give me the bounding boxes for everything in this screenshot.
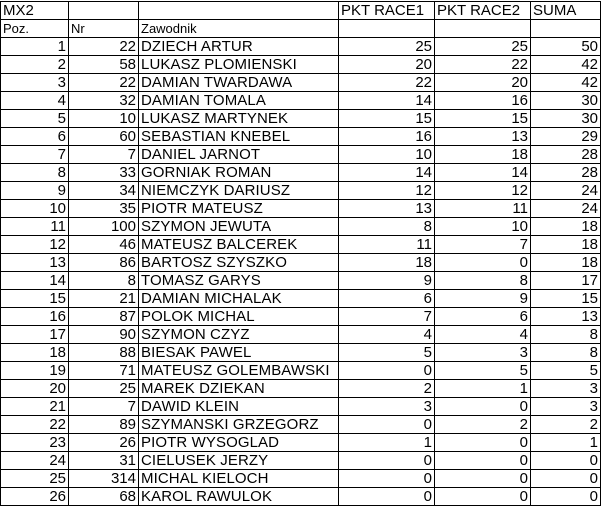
position-cell[interactable]: 20 (1, 380, 69, 398)
race1-points-cell[interactable]: 9 (339, 272, 435, 290)
position-cell[interactable]: 2 (1, 56, 69, 74)
total-points-cell[interactable]: 0 (531, 452, 601, 470)
total-points-cell[interactable]: 1 (531, 434, 601, 452)
table-row (1, 326, 601, 344)
race2-points-cell[interactable]: 0 (435, 470, 531, 488)
total-points-cell[interactable]: 17 (531, 272, 601, 290)
total-points-cell[interactable]: 42 (531, 74, 601, 92)
table-row (1, 200, 601, 218)
race1-points-cell[interactable]: 20 (339, 56, 435, 74)
table-row (1, 254, 601, 272)
number-cell[interactable]: 89 (69, 416, 139, 434)
race2-points-cell[interactable]: 0 (435, 434, 531, 452)
race1-points-cell[interactable]: 15 (339, 110, 435, 128)
race2-header-cell[interactable]: PKT RACE2 (435, 2, 531, 20)
number-cell[interactable]: 10 (69, 110, 139, 128)
empty-header-cell[interactable] (139, 2, 339, 20)
total-points-cell[interactable]: 8 (531, 326, 601, 344)
subheader-row (1, 20, 601, 38)
race2-points-cell[interactable]: 3 (435, 344, 531, 362)
race1-points-cell[interactable]: 6 (339, 290, 435, 308)
table-row (1, 290, 601, 308)
table-row (1, 110, 601, 128)
rider-name-cell[interactable]: MICHAL KIELOCH (139, 470, 339, 488)
number-cell[interactable]: 34 (69, 182, 139, 200)
race2-points-cell[interactable]: 5 (435, 362, 531, 380)
table-row (1, 470, 601, 488)
rider-name-cell[interactable]: SZYMON JEWUTA (139, 218, 339, 236)
number-cell[interactable]: 90 (69, 326, 139, 344)
total-points-cell[interactable]: 24 (531, 200, 601, 218)
rider-name-cell[interactable]: DANIEL JARNOT (139, 146, 339, 164)
position-cell[interactable]: 11 (1, 218, 69, 236)
rider-name-cell[interactable]: KAROL RAWULOK (139, 488, 339, 506)
total-points-cell[interactable]: 18 (531, 218, 601, 236)
number-cell[interactable]: 7 (69, 398, 139, 416)
rider-name-cell[interactable]: SZYMON CZYZ (139, 326, 339, 344)
position-cell[interactable]: 7 (1, 146, 69, 164)
position-cell[interactable]: 16 (1, 308, 69, 326)
table-row (1, 362, 601, 380)
race1-points-cell[interactable]: 12 (339, 182, 435, 200)
total-points-cell[interactable]: 30 (531, 92, 601, 110)
race1-points-cell[interactable]: 16 (339, 128, 435, 146)
position-cell[interactable]: 21 (1, 398, 69, 416)
rider-name-cell[interactable]: POLOK MICHAL (139, 308, 339, 326)
table-row (1, 92, 601, 110)
position-cell[interactable]: 23 (1, 434, 69, 452)
position-cell[interactable]: 24 (1, 452, 69, 470)
total-points-cell[interactable]: 2 (531, 416, 601, 434)
race1-points-cell[interactable]: 0 (339, 452, 435, 470)
number-cell[interactable]: 46 (69, 236, 139, 254)
table-row (1, 488, 601, 506)
race2-points-cell[interactable]: 13 (435, 128, 531, 146)
table-row (1, 434, 601, 452)
position-cell[interactable]: 25 (1, 470, 69, 488)
race2-points-cell[interactable]: 22 (435, 56, 531, 74)
position-cell[interactable]: 22 (1, 416, 69, 434)
table-row (1, 398, 601, 416)
race1-points-cell[interactable]: 0 (339, 470, 435, 488)
race2-points-cell[interactable]: 8 (435, 272, 531, 290)
total-points-cell[interactable]: 5 (531, 362, 601, 380)
position-cell[interactable]: 26 (1, 488, 69, 506)
race1-points-cell[interactable]: 22 (339, 74, 435, 92)
rider-name-cell[interactable]: BIESAK PAWEL (139, 344, 339, 362)
rider-name-cell[interactable]: PIOTR WYSOGLAD (139, 434, 339, 452)
table-row (1, 74, 601, 92)
race2-points-cell[interactable]: 14 (435, 164, 531, 182)
race2-points-cell[interactable]: 18 (435, 146, 531, 164)
number-cell[interactable]: 21 (69, 290, 139, 308)
race1-points-cell[interactable]: 0 (339, 488, 435, 506)
rider-name-cell[interactable]: LUKASZ MARTYNEK (139, 110, 339, 128)
rider-name-cell[interactable]: CIELUSEK JERZY (139, 452, 339, 470)
total-points-cell[interactable]: 13 (531, 308, 601, 326)
position-cell[interactable]: 13 (1, 254, 69, 272)
rider-name-cell[interactable]: LUKASZ PLOMIENSKI (139, 56, 339, 74)
position-cell[interactable]: 4 (1, 92, 69, 110)
race1-points-cell[interactable]: 3 (339, 398, 435, 416)
position-header-cell[interactable]: Poz. (1, 20, 69, 38)
position-cell[interactable]: 1 (1, 38, 69, 56)
empty-header-cell[interactable] (339, 20, 435, 38)
class-label-cell[interactable]: MX2 (1, 2, 69, 20)
race1-points-cell[interactable]: 10 (339, 146, 435, 164)
total-points-cell[interactable]: 8 (531, 344, 601, 362)
table-row (1, 182, 601, 200)
race1-points-cell[interactable]: 25 (339, 38, 435, 56)
race1-points-cell[interactable]: 0 (339, 362, 435, 380)
total-points-cell[interactable]: 15 (531, 290, 601, 308)
rider-name-cell[interactable]: BARTOSZ SZYSZKO (139, 254, 339, 272)
total-points-cell[interactable]: 0 (531, 470, 601, 488)
number-cell[interactable]: 86 (69, 254, 139, 272)
rider-name-cell[interactable]: PIOTR MATEUSZ (139, 200, 339, 218)
race1-points-cell[interactable]: 14 (339, 164, 435, 182)
table-row (1, 380, 601, 398)
position-cell[interactable]: 5 (1, 110, 69, 128)
rider-name-cell[interactable]: MATEUSZ GOLEMBAWSKI (139, 362, 339, 380)
number-cell[interactable]: 68 (69, 488, 139, 506)
number-cell[interactable]: 32 (69, 92, 139, 110)
race1-header-cell[interactable]: PKT RACE1 (339, 2, 435, 20)
position-cell[interactable]: 19 (1, 362, 69, 380)
race2-points-cell[interactable]: 0 (435, 398, 531, 416)
race2-points-cell[interactable]: 0 (435, 254, 531, 272)
number-cell[interactable]: 100 (69, 218, 139, 236)
position-cell[interactable]: 17 (1, 326, 69, 344)
number-cell[interactable]: 58 (69, 56, 139, 74)
number-cell[interactable]: 87 (69, 308, 139, 326)
table-row (1, 128, 601, 146)
number-header-cell[interactable]: Nr (69, 20, 139, 38)
table-row (1, 452, 601, 470)
race2-points-cell[interactable]: 7 (435, 236, 531, 254)
position-cell[interactable]: 9 (1, 182, 69, 200)
total-header-cell[interactable]: SUMA (531, 2, 601, 20)
race1-points-cell[interactable]: 18 (339, 254, 435, 272)
table-row (1, 308, 601, 326)
race2-points-cell[interactable]: 12 (435, 182, 531, 200)
race2-points-cell[interactable]: 16 (435, 92, 531, 110)
race2-points-cell[interactable]: 2 (435, 416, 531, 434)
rider-name-cell[interactable]: SEBASTIAN KNEBEL (139, 128, 339, 146)
race1-points-cell[interactable]: 11 (339, 236, 435, 254)
race1-points-cell[interactable]: 4 (339, 326, 435, 344)
race1-points-cell[interactable]: 5 (339, 344, 435, 362)
race2-points-cell[interactable]: 20 (435, 74, 531, 92)
position-cell[interactable]: 14 (1, 272, 69, 290)
rider-name-cell[interactable]: GORNIAK ROMAN (139, 164, 339, 182)
race2-points-cell[interactable]: 11 (435, 200, 531, 218)
number-cell[interactable]: 25 (69, 380, 139, 398)
table-row (1, 164, 601, 182)
number-cell[interactable]: 88 (69, 344, 139, 362)
position-cell[interactable]: 15 (1, 290, 69, 308)
header-row (1, 2, 601, 20)
race2-points-cell[interactable]: 1 (435, 380, 531, 398)
race1-points-cell[interactable]: 7 (339, 308, 435, 326)
race2-points-cell[interactable]: 15 (435, 110, 531, 128)
empty-header-cell[interactable] (435, 20, 531, 38)
race2-points-cell[interactable]: 0 (435, 488, 531, 506)
rider-name-cell[interactable]: DAMIAN TWARDAWA (139, 74, 339, 92)
table-row (1, 38, 601, 56)
race2-points-cell[interactable]: 9 (435, 290, 531, 308)
rider-name-cell[interactable]: TOMASZ GARYS (139, 272, 339, 290)
number-cell[interactable]: 35 (69, 200, 139, 218)
number-cell[interactable]: 26 (69, 434, 139, 452)
table-row (1, 236, 601, 254)
rider-name-cell[interactable]: MAREK DZIEKAN (139, 380, 339, 398)
number-cell[interactable]: 22 (69, 74, 139, 92)
table-row (1, 146, 601, 164)
race2-points-cell[interactable]: 4 (435, 326, 531, 344)
number-cell[interactable]: 71 (69, 362, 139, 380)
position-cell[interactable]: 8 (1, 164, 69, 182)
total-points-cell[interactable]: 18 (531, 236, 601, 254)
total-points-cell[interactable]: 28 (531, 164, 601, 182)
number-cell[interactable]: 33 (69, 164, 139, 182)
total-points-cell[interactable]: 3 (531, 380, 601, 398)
total-points-cell[interactable]: 42 (531, 56, 601, 74)
table-row (1, 56, 601, 74)
rider-name-cell[interactable]: DZIECH ARTUR (139, 38, 339, 56)
position-cell[interactable]: 3 (1, 74, 69, 92)
race2-points-cell[interactable]: 0 (435, 452, 531, 470)
race1-points-cell[interactable]: 2 (339, 380, 435, 398)
number-cell[interactable]: 8 (69, 272, 139, 290)
race1-points-cell[interactable]: 14 (339, 92, 435, 110)
race1-points-cell[interactable]: 13 (339, 200, 435, 218)
number-cell[interactable]: 60 (69, 128, 139, 146)
results-table (0, 1, 601, 506)
table-row (1, 272, 601, 290)
table-row (1, 416, 601, 434)
race1-points-cell[interactable]: 1 (339, 434, 435, 452)
total-points-cell[interactable]: 50 (531, 38, 601, 56)
total-points-cell[interactable]: 0 (531, 488, 601, 506)
rider-name-cell[interactable]: NIEMCZYK DARIUSZ (139, 182, 339, 200)
position-cell[interactable]: 18 (1, 344, 69, 362)
total-points-cell[interactable]: 28 (531, 146, 601, 164)
rider-name-cell[interactable]: DAWID KLEIN (139, 398, 339, 416)
number-cell[interactable]: 22 (69, 38, 139, 56)
race2-points-cell[interactable]: 6 (435, 308, 531, 326)
total-points-cell[interactable]: 29 (531, 128, 601, 146)
rider-header-cell[interactable]: Zawodnik (139, 20, 339, 38)
number-cell[interactable]: 7 (69, 146, 139, 164)
total-points-cell[interactable]: 30 (531, 110, 601, 128)
race2-points-cell[interactable]: 25 (435, 38, 531, 56)
rider-name-cell[interactable]: DAMIAN TOMALA (139, 92, 339, 110)
rider-name-cell[interactable]: MATEUSZ BALCEREK (139, 236, 339, 254)
empty-header-cell[interactable] (69, 2, 139, 20)
rider-name-cell[interactable]: SZYMANSKI GRZEGORZ (139, 416, 339, 434)
total-points-cell[interactable]: 24 (531, 182, 601, 200)
total-points-cell[interactable]: 3 (531, 398, 601, 416)
total-points-cell[interactable]: 18 (531, 254, 601, 272)
table-row (1, 218, 601, 236)
race1-points-cell[interactable]: 0 (339, 416, 435, 434)
position-cell[interactable]: 10 (1, 200, 69, 218)
number-cell[interactable]: 314 (69, 470, 139, 488)
table-row (1, 344, 601, 362)
race1-points-cell[interactable]: 8 (339, 218, 435, 236)
number-cell[interactable]: 31 (69, 452, 139, 470)
empty-header-cell[interactable] (531, 20, 601, 38)
position-cell[interactable]: 12 (1, 236, 69, 254)
position-cell[interactable]: 6 (1, 128, 69, 146)
race2-points-cell[interactable]: 10 (435, 218, 531, 236)
rider-name-cell[interactable]: DAMIAN MICHALAK (139, 290, 339, 308)
